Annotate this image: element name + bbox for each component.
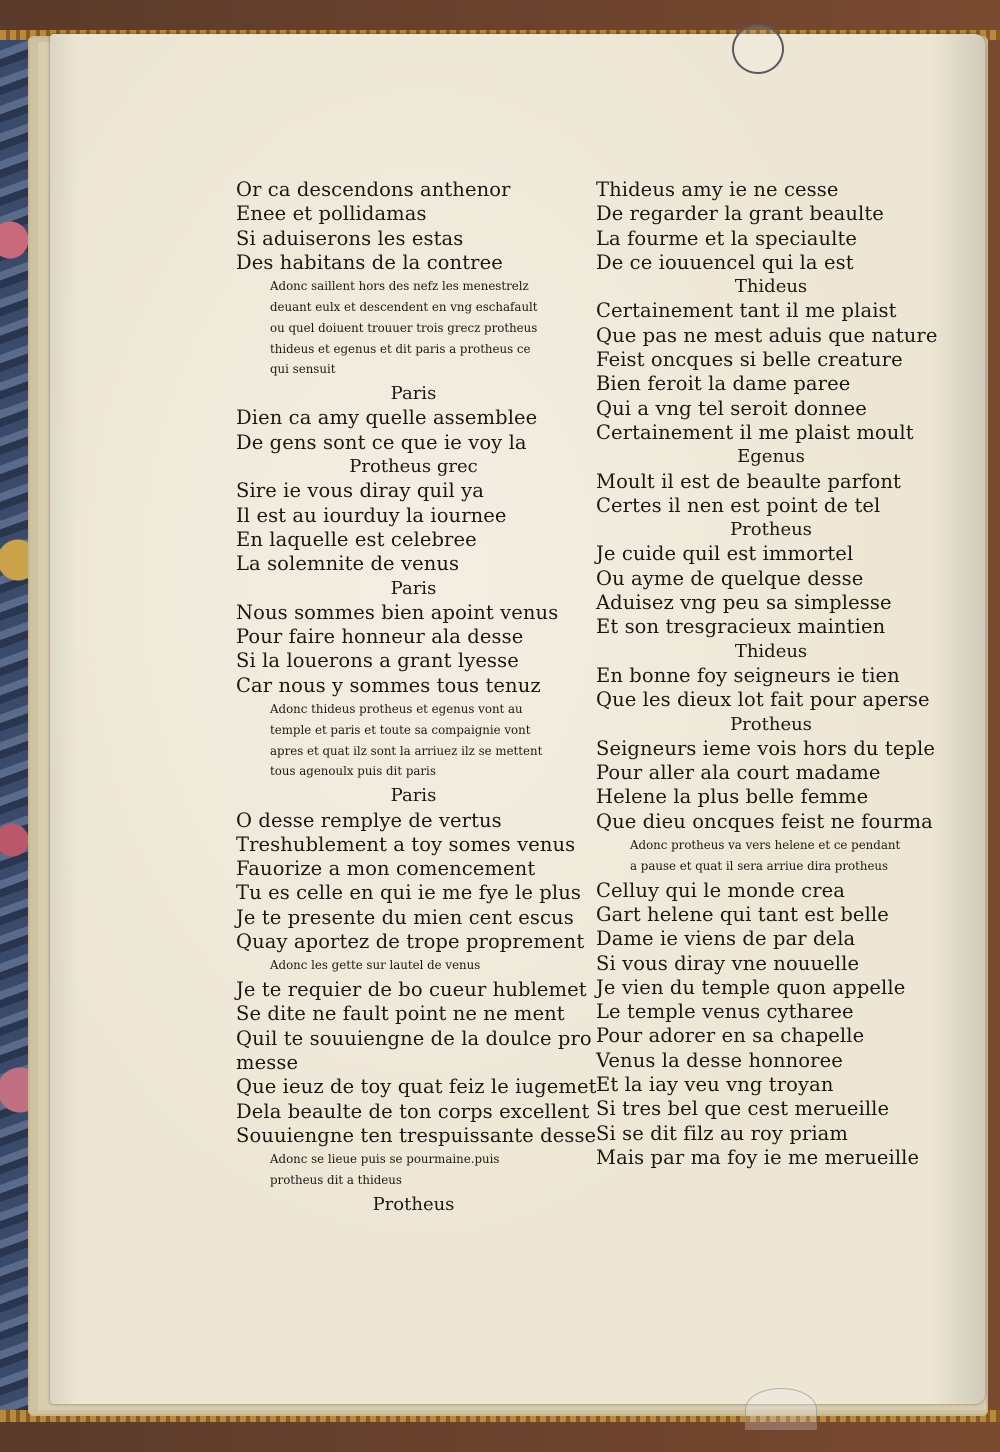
- marbled-endpaper: [0, 40, 30, 1410]
- verse-line: Dame ie viens de par dela: [596, 927, 856, 951]
- verse-line: Aduisez vng peu sa simplesse: [596, 591, 892, 615]
- verse-line: Que ieuz de toy quat feiz le iugemet: [236, 1075, 597, 1099]
- verse-line: Fauorize a mon comencement: [236, 857, 536, 881]
- verse-line: Je te requier de bo cueur hublemet: [236, 978, 587, 1002]
- verse-line: La solemnite de venus: [236, 552, 460, 576]
- verse-line: Venus la desse honnoree: [596, 1048, 843, 1072]
- verse-line: Feist oncques si belle creature: [596, 348, 903, 372]
- verse-line: Qui a vng tel seroit donnee: [596, 396, 867, 420]
- verse-line: Sire ie vous diray quil ya: [236, 479, 484, 503]
- verse-line: Je vien du temple quon appelle: [596, 975, 906, 999]
- verse-line: Ou ayme de quelque desse: [596, 566, 864, 590]
- text-column-right: [596, 178, 946, 1170]
- verse-line: Souuiengne ten trespuissante desse: [236, 1123, 597, 1147]
- verse-line: Que pas ne mest aduis que nature: [596, 323, 938, 347]
- verse-line: Et la iay veu vng troyan: [596, 1072, 834, 1096]
- verse-line: Helene la plus belle femme: [596, 785, 869, 809]
- verse-line: Bien feroit la dame paree: [596, 372, 851, 396]
- speaker-heading: Protheus: [730, 713, 812, 735]
- speaker-heading: Protheus: [730, 519, 812, 541]
- verse-line: Que les dieux lot fait pour aperse: [596, 688, 930, 712]
- verse-line: Si vous diray vne nouuelle: [596, 951, 860, 975]
- verse-line: Gart helene qui tant est belle: [596, 902, 889, 926]
- verse-line: Si aduiserons les estas: [236, 226, 464, 250]
- verse-line: Or ca descendons anthenor: [236, 178, 511, 201]
- verse-line: Il est au iourduy la iournee: [236, 503, 507, 527]
- verse-line: Pour adorer en sa chapelle: [596, 1024, 865, 1048]
- verse-line: Des habitans de la contree: [236, 250, 503, 274]
- speaker-heading: Egenus: [737, 446, 805, 468]
- verse-line: Le temple venus cytharee: [596, 1000, 854, 1024]
- verse-line: Pour faire honneur ala desse: [236, 625, 524, 649]
- verse-line: Nous sommes bien apoint venus: [236, 600, 559, 624]
- verse-line: Quay aportez de trope proprement: [236, 930, 585, 953]
- verse-line: La fourme et la speciaulte: [596, 226, 858, 250]
- stage-direction: Adonc les gette sur lautel de venus: [270, 958, 481, 973]
- verse-line: Moult il est de beaulte parfont: [596, 469, 901, 493]
- verse-line: Thideus amy ie ne cesse: [596, 178, 839, 201]
- speaker-heading: Protheus grec: [349, 456, 478, 478]
- verse-line: Si tres bel que cest merueille: [596, 1097, 890, 1121]
- verse-line: O desse remplye de vertus: [236, 808, 502, 832]
- verse-line: Certes il nen est point de tel: [596, 493, 881, 517]
- speaker-heading: Protheus: [372, 1193, 455, 1215]
- verse-line: Certainement il me plaist moult: [596, 420, 914, 444]
- verse-line: Tu es celle en qui ie me fye le plus: [236, 881, 581, 905]
- verse-line: Mais par ma foy ie me merueille: [596, 1145, 920, 1169]
- verse-line: Je cuide quil est immortel: [596, 542, 854, 566]
- page-clip: [732, 24, 784, 74]
- stage-direction: Adonc protheus va vers helene et ce pendant a pause et quat il sera arriue dira protheus: [630, 838, 901, 873]
- text-column-left: [236, 178, 597, 1217]
- verse-line: Celluy qui le monde crea: [596, 878, 845, 902]
- speaker-heading: Paris: [390, 785, 437, 807]
- verse-line: Si la louerons a grant lyesse: [236, 649, 519, 673]
- verse-line: Et son tresgracieux maintien: [596, 615, 886, 639]
- verse-line: Se dite ne fault point ne ne ment: [236, 1002, 565, 1026]
- verse-line: En bonne foy seigneurs ie tien: [596, 663, 900, 687]
- verse-line: Certainement tant il me plaist: [596, 299, 897, 323]
- verse-line: Enee et pollidamas: [236, 202, 427, 226]
- magnifier-lens: [745, 1388, 817, 1430]
- speaker-heading: Paris: [390, 383, 437, 405]
- verse-line: Dela beaulte de ton corps excellent: [236, 1099, 590, 1123]
- speaker-heading: Paris: [390, 577, 437, 599]
- verse-line: Seigneurs ieme vois hors du teple: [596, 736, 936, 760]
- verse-line: Quil te souuiengne de la doulce pro: [236, 1026, 592, 1050]
- speaker-heading: Thideus: [734, 640, 808, 662]
- verse-line: Que dieu oncques feist ne fourma: [596, 809, 933, 833]
- verse-line: Pour aller ala court madame: [596, 761, 881, 785]
- verse-line: De regarder la grant beaulte: [596, 202, 884, 226]
- verse-line: messe: [236, 1050, 299, 1074]
- verse-line: Si se dit filz au roy priam: [596, 1121, 848, 1145]
- stage-direction: Adonc thideus protheus et egenus vont au temple et paris et toute sa compaignie vont apres et quat ilz sont la arriuez ilz se mettent tous agenoulx puis dit paris: [270, 702, 543, 779]
- verse-line: Car nous y sommes tous tenuz: [236, 673, 541, 697]
- verse-line: De gens sont ce que ie voy la: [236, 430, 527, 454]
- verse-line: En laquelle est celebree: [236, 527, 477, 551]
- verse-line: Dien ca amy quelle assemblee: [236, 406, 538, 430]
- speaker-heading: Thideus: [734, 276, 808, 298]
- verse-line: Je te presente du mien cent escus: [236, 905, 574, 929]
- stage-direction: Adonc saillent hors des nefz les menestrelz deuant eulx et descendent en vng eschafault ou quel doiuent trouuer trois grecz protheus thideus et egenus et dit paris a protheus ce qui sensuit: [270, 279, 538, 377]
- stage-direction: Adonc se lieue puis se pourmaine.puis protheus dit a thideus: [270, 1152, 500, 1187]
- verse-line: Treshublement a toy somes venus: [236, 832, 576, 856]
- verse-line: De ce iouuencel qui la est: [596, 250, 854, 274]
